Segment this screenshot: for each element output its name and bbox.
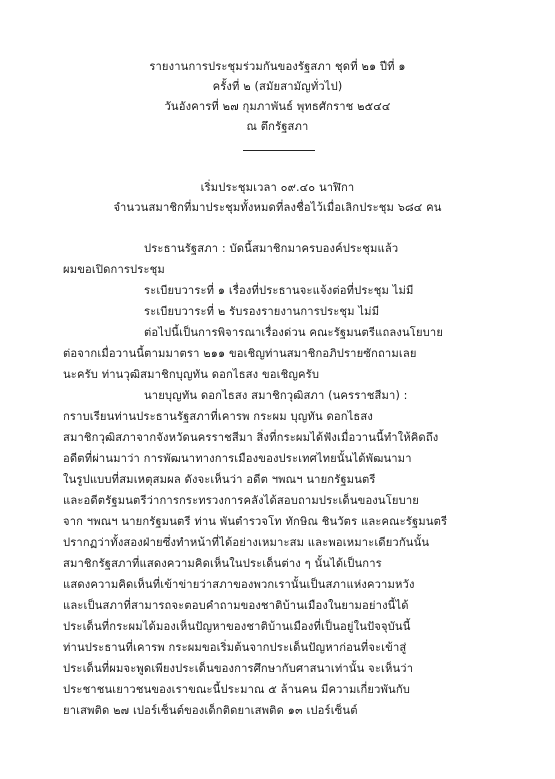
- body-line: นะครับ ท่านวุฒิสมาชิกบุญทัน ดอกไธสง ขอเชิญครับ: [63, 368, 320, 381]
- members-count: จำนวนสมาชิกที่มาประชุมทั้งหมดที่ลงชื่อไว้เมื่อเลิกประชุม ๖๘๔ คน: [113, 201, 442, 214]
- body-line: กราบเรียนท่านประธานรัฐสภาที่เคารพ กระผม บุญทัน ดอกไธสง: [63, 410, 373, 423]
- document-title: รายงานการประชุมร่วมกันของรัฐสภา ชุดที่ ๒๑ ปีที่ ๑: [149, 60, 406, 73]
- body-line: ประเด็นที่ผมจะพูดเพียงประเด็นของการศึกษากับศาสนาเท่านั้น จะเห็นว่า: [63, 662, 414, 675]
- venue-line: ณ ตึกรัฐสภา: [246, 120, 309, 133]
- body-line: ต่อไปนี้เป็นการพิจารณาเรื่องด่วน คณะรัฐมนตรีแถลงนโยบาย: [144, 326, 444, 339]
- body-line: แสดงความคิดเห็นที่เข้าข่ายว่าสภาของพวกเรานั้นเป็นสภาแห่งความหวัง: [63, 578, 415, 591]
- body-line: และเป็นสภาที่สามารถจะตอบคำถามของชาติบ้านเมืองในยามอย่างนี้ได้: [63, 599, 409, 612]
- body-line: ยาเสพติด ๒๗ เปอร์เซ็นต์ของเด็กติดยาเสพติด ๑๓ เปอร์เซ็นต์: [63, 704, 358, 717]
- body-line: ปรากฏว่าทั้งสองฝ่ายซึ่งทำหน้าที่ได้อย่างเหมาะสม และพอเหมาะเดียวกันนั้น: [63, 536, 430, 549]
- body-line: ประชาชนเยาวชนของเราขณะนี้ประมาณ ๕ ล้านคน มีความเกี่ยวพันกับ: [63, 683, 411, 696]
- body-line: ในรูปแบบที่สมเหตุสมผล ดังจะเห็นว่า อดีต ฯพณฯ นายกรัฐมนตรี: [63, 473, 376, 486]
- body-line: อดีตที่ผ่านมาว่า การพัฒนาทางการเมืองของประเทศไทยนั้นได้พัฒนามา: [63, 452, 412, 465]
- title-underline: [243, 150, 315, 151]
- date-line: วันอังคารที่ ๒๗ กุมภาพันธ์ พุทธศักราช ๒๕๔๔: [164, 100, 391, 113]
- session-line: ครั้งที่ ๒ (สมัยสามัญทั่วไป): [212, 80, 343, 93]
- speaker-heading: นายบุญทัน ดอกไธสง สมาชิกวุฒิสภา (นครราชสีมา) :: [144, 389, 408, 402]
- body-line: ประเด็นที่กระผมได้มองเห็นปัญหาของชาติบ้านเมืองที่เป็นอยู่ในปัจจุบันนี้: [63, 620, 411, 633]
- body-line: ผมขอเปิดการประชุม: [63, 263, 165, 276]
- body-line: ต่อจากเมื่อวานนี้ตามมาตรา ๒๑๑ ขอเชิญท่านสมาชิกอภิปรายซักถามเลย: [63, 347, 417, 360]
- body-line: ท่านประธานที่เคารพ กระผมขอเริ่มต้นจากประเด็นปัญหาก่อนที่จะเข้าสู่: [63, 641, 407, 654]
- body-line: สมาชิกวุฒิสภาจากจังหวัดนครราชสีมา สิ่งที่กระผมได้ฟังเมื่อวานนี้ทำให้คิดถึง: [63, 431, 439, 444]
- opening-time: เริ่มประชุมเวลา ๐๙.๔๐ นาฬิกา: [200, 181, 355, 194]
- agenda-item-1: ระเบียบวาระที่ ๑ เรื่องที่ประธานจะแจ้งต่อที่ประชุม ไม่มี: [144, 284, 414, 297]
- chair-statement: ประธานรัฐสภา : บัดนี้สมาชิกมาครบองค์ประชุมแล้ว: [144, 242, 399, 255]
- body-line: และอดีตรัฐมนตรีว่าการกระทรวงการคลังได้สอบถามประเด็นของนโยบาย: [63, 494, 419, 507]
- body-line: จาก ฯพณฯ นายกรัฐมนตรี ท่าน พันตำรวจโท ทักษิณ ชินวัตร และคณะรัฐมนตรี: [63, 515, 448, 528]
- agenda-item-2: ระเบียบวาระที่ ๒ รับรองรายงานการประชุม ไม่มี: [144, 305, 380, 318]
- body-line: สมาชิกรัฐสภาที่แสดงความคิดเห็นในประเด็นต่าง ๆ นั้นได้เป็นการ: [63, 557, 382, 570]
